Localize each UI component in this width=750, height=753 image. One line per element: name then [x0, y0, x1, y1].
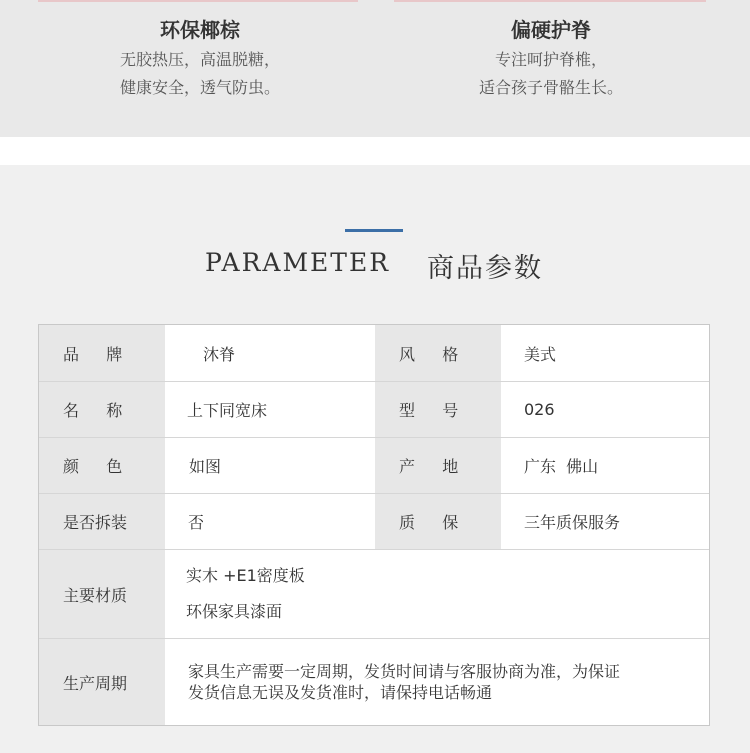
material-label: 主要材质: [39, 550, 165, 638]
section-divider: [0, 137, 750, 165]
features-banner: [0, 0, 750, 137]
style-value: 美式: [501, 325, 709, 381]
brand-label: 品牌: [63, 344, 150, 364]
model-value: 026: [501, 382, 709, 437]
model-label: 型号: [399, 401, 486, 420]
accent-bar: [38, 0, 358, 2]
brand-value: 沐脊: [165, 325, 375, 381]
detachable-label: 是否拆装: [39, 494, 165, 549]
cycle-value: [165, 639, 709, 725]
accent-bar: [394, 0, 706, 2]
label-cell: [375, 494, 501, 549]
heading-accent-line: [345, 229, 403, 232]
table-row: [39, 550, 709, 639]
heading-chinese: 商品参数: [427, 253, 543, 284]
label-cell: [375, 382, 501, 437]
feature-coir: [50, 14, 350, 102]
cycle-line: 家具生产需要一定周期，发货时间请与客服协商为准，为保证: [188, 662, 621, 681]
feature-line: 健康安全，透气防虫。: [119, 78, 280, 97]
origin-label: 产地: [399, 457, 486, 476]
table-row: [39, 325, 709, 382]
warranty-value: 三年质保服务: [501, 494, 709, 549]
origin-value: 广东 佛山: [501, 438, 709, 493]
table-row: [39, 438, 709, 494]
feature-title: 环保椰棕: [160, 18, 240, 42]
feature-line: 无胶热压，高温脱糖，: [119, 50, 280, 69]
table-row: [39, 494, 709, 550]
parameter-table: [38, 324, 710, 726]
name-label: 名称: [63, 401, 150, 420]
label-cell: [39, 438, 165, 493]
label-cell: [375, 325, 501, 381]
style-label: 风格: [399, 344, 486, 364]
label-cell: [39, 325, 165, 381]
cycle-line: 发货信息无误及发货准时，请保持电话畅通: [188, 683, 493, 702]
table-row: [39, 382, 709, 438]
material-line: 环保家具漆面: [186, 602, 283, 621]
cycle-label: 生产周期: [39, 639, 165, 725]
color-value: 如图: [165, 438, 375, 493]
feature-spine: [401, 14, 701, 102]
warranty-label: 质保: [399, 513, 486, 532]
heading-english: PARAMETER: [205, 248, 391, 277]
material-value: [165, 550, 709, 638]
feature-line: 专注呵护脊椎，: [494, 50, 607, 69]
name-value: 上下同宽床: [165, 382, 375, 437]
label-cell: [375, 438, 501, 493]
feature-title: 偏硬护脊: [511, 18, 591, 42]
material-line: 实木 +E1密度板: [186, 566, 305, 585]
section-heading: [0, 244, 750, 284]
label-cell: [39, 382, 165, 437]
detachable-value: 否: [165, 494, 375, 549]
color-label: 颜色: [63, 457, 150, 476]
table-row: [39, 639, 709, 725]
feature-line: 适合孩子骨骼生长。: [478, 78, 623, 97]
